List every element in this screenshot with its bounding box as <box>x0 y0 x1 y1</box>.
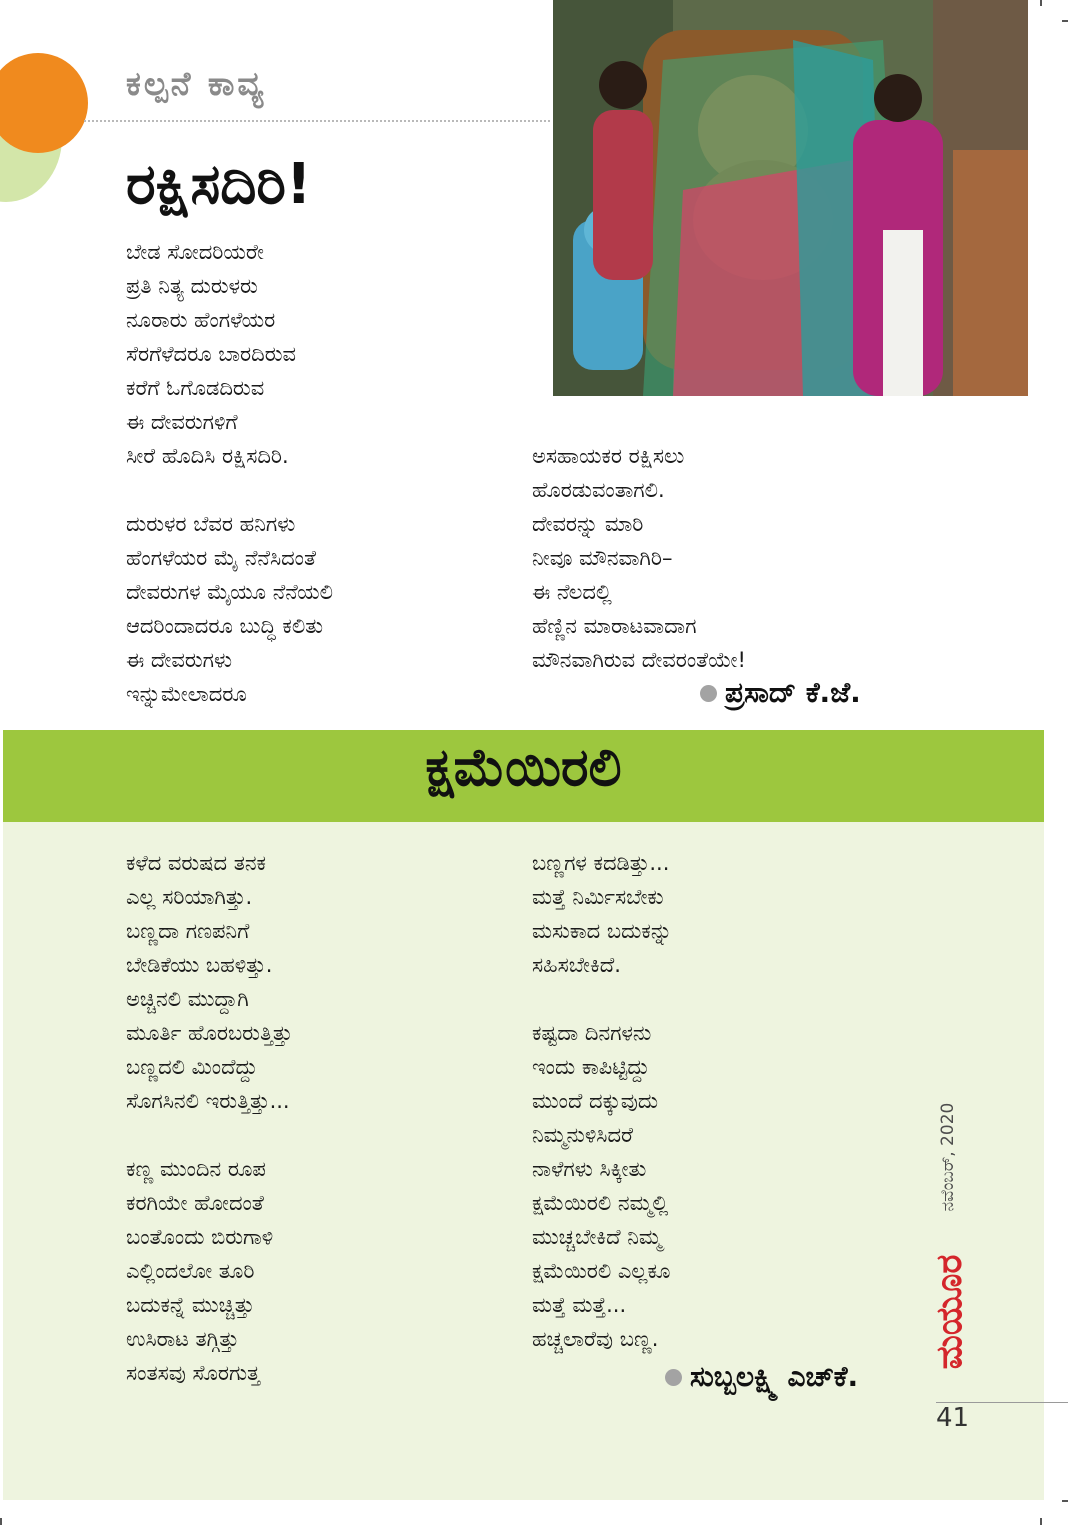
page-number: 41 <box>936 1403 970 1433</box>
poem-line: ಕರೆಗೆ ಓಗೊಡದಿರುವ <box>126 376 265 400</box>
poem-line: ಮತ್ತೆ ಮತ್ತೆ... <box>532 1293 627 1317</box>
magazine-logo <box>926 1248 974 1376</box>
poem-line: ಸೆರಗೆಳೆದರೂ ಬಾರದಿರುವ <box>126 342 296 366</box>
poem-line: ಸೀರೆ ಹೊದಿಸಿ ರಕ್ಷಿಸದಿರಿ. <box>126 444 289 468</box>
poem-line: ಆದರಿಂದಾದರೂ ಬುದ್ಧಿ ಕಲಿತು <box>126 614 324 638</box>
poem1-right-column <box>532 439 746 677</box>
poem-line: ಸೊಗಸಿನಲಿ ಇರುತ್ತಿತ್ತು... <box>126 1089 290 1113</box>
poem-line: ಕಣ್ಣ ಮುಂದಿನ ರೂಪ <box>126 1157 266 1181</box>
poem-line: ಹೆಣ್ಣಿನ ಮಾರಾಟವಾದಾಗ <box>532 614 697 638</box>
poem-line: ಈ ದೇವರುಗಳು <box>126 648 233 672</box>
stanza-gap <box>126 473 333 507</box>
poem-line: ಮತ್ತೆ ನಿರ್ಮಿಸಬೇಕು <box>532 885 664 909</box>
poem-line: ಬೇಡಿಕೆಯು ಬಹಳಿತ್ತು. <box>126 953 273 977</box>
crop-mark <box>1040 1518 1042 1525</box>
poem-line: ಬದುಕನ್ನೆ ಮುಚ್ಚಿತ್ತು <box>126 1293 255 1317</box>
poem2-right-column <box>532 846 672 1356</box>
poem-line: ಇಂದು ಕಾಪಿಟ್ಟಿದ್ದು <box>532 1055 650 1079</box>
poem-line: ಕಷ್ಟದಾ ದಿನಗಳನು <box>532 1021 652 1045</box>
poem-line: ಅಸಹಾಯಕರ ರಕ್ಷಿಸಲು <box>532 444 685 468</box>
poem-line: ಪ್ರತಿ ನಿತ್ಯ ದುರುಳರು <box>126 274 258 298</box>
poem-line: ಅಚ್ಚಿನಲಿ ಮುದ್ದಾಗಿ <box>126 987 249 1011</box>
poem-line: ಹೆಂಗಳೆಯರ ಮೈ ನೆನೆಸಿದಂತೆ <box>126 546 316 570</box>
crop-mark <box>1040 0 1042 6</box>
poem-line: ಈ ನೆಲದಲ್ಲಿ <box>532 580 612 604</box>
poem-line: ಬಣ್ಣದಲಿ ಮಿಂದೆದ್ದು <box>126 1055 258 1079</box>
issue-date-text: ನವೆಂಬರ್, 2020 <box>938 1102 958 1212</box>
poem-line: ನಿಮ್ಮನುಳಿಸಿದರೆ <box>532 1123 633 1147</box>
poem1-title: ರಕ್ಷಿಸದಿರಿ! <box>126 152 312 217</box>
decorative-orange-circle <box>0 53 88 153</box>
poem-line: ಮುಚ್ಚಬೇಕಿದೆ ನಿಮ್ಮ <box>532 1225 662 1249</box>
poem-line: ಉಸಿರಾಟ ತಗ್ಗಿತ್ತು <box>126 1327 239 1351</box>
poem-line: ಮುಂದೆ ದಕ್ಕುವುದು <box>532 1089 659 1113</box>
issue-date <box>926 1090 970 1224</box>
poem-line: ನೂರಾರು ಹೆಂಗಳೆಯರ <box>126 308 276 332</box>
poem-line: ಕರಗಿಯೇ ಹೋದಂತೆ <box>126 1191 264 1215</box>
magazine-logo-text: ಮಯೂರ <box>929 1254 970 1370</box>
crop-mark <box>1062 1500 1068 1502</box>
poem-line: ಕಳೆದ ವರುಷದ ತನಕ <box>126 851 266 875</box>
author-name: ಸುಬ್ಬಲಕ್ಷ್ಮಿ ಎಚ್‌ಕೆ. <box>690 1360 859 1393</box>
poem-line: ಕ್ಷಮೆಯಿರಲಿ ಎಲ್ಲಕೂ <box>532 1259 671 1283</box>
poem2-left-column <box>126 846 292 1390</box>
poem2-title-band <box>3 730 1044 822</box>
poem-line: ಸಹಿಸಬೇಕಿದೆ. <box>532 953 621 977</box>
poem1-author <box>700 676 861 710</box>
poem-line: ಬಣ್ಣದಾ ಗಣಪನಿಗೆ <box>126 919 250 943</box>
poem-line: ಮಸುಕಾದ ಬದುಕನ್ನು <box>532 919 673 943</box>
poem-line: ಕ್ಷಮೆಯಿರಲಿ ನಮ್ಮಲ್ಲಿ <box>532 1191 669 1215</box>
dotted-divider <box>84 120 550 122</box>
section-label: ಕಲ್ಪನೆ ಕಾವ್ಯ <box>126 64 267 103</box>
author-name: ಪ್ರಸಾದ್ ಕೆ.ಜೆ. <box>725 676 861 709</box>
poem-line: ಹೊರಡುವಂತಾಗಲಿ. <box>532 478 665 502</box>
stanza-gap <box>532 982 672 1016</box>
poem-line: ದುರುಳರ ಬೆವರ ಹನಿಗಳು <box>126 512 296 536</box>
poem-line: ದೇವರುಗಳ ಮೈಯೂ ನೆನೆಯಲಿ <box>126 580 333 604</box>
poem-line: ಹಚ್ಚಲಾರೆವು ಬಣ್ಣ. <box>532 1327 659 1351</box>
crop-mark <box>1062 20 1068 22</box>
poem-line: ಬಂತೊಂದು ಬಿರುಗಾಳಿ <box>126 1225 274 1249</box>
poem-line: ಬಣ್ಣಗಳ ಕದಡಿತ್ತು... <box>532 851 670 875</box>
poem-line: ಬೇಡ ಸೋದರಿಯರೇ <box>126 240 264 264</box>
bullet-dot <box>665 1369 682 1386</box>
stanza-gap <box>126 1118 292 1152</box>
poem-line: ಮೌನವಾಗಿರುವ ದೇವರಂತೆಯೇ! <box>532 648 746 672</box>
crop-mark <box>0 1518 2 1525</box>
saree-deity-photo <box>553 0 1028 396</box>
poem-line: ಸಂತಸವು ಸೊರಗುತ್ತ <box>126 1361 260 1385</box>
bullet-dot <box>700 685 717 702</box>
poem-line: ಇನ್ನುಮೇಲಾದರೂ <box>126 682 247 706</box>
poem2-author <box>665 1360 858 1394</box>
poem-line: ಮೂರ್ತಿ ಹೊರಬರುತ್ತಿತ್ತು <box>126 1021 293 1045</box>
poem2-title: ಕ್ಷಮೆಯಿರಲಿ <box>425 738 622 798</box>
poem-line: ಎಲ್ಲ ಸರಿಯಾಗಿತ್ತು. <box>126 885 253 909</box>
poem-line: ಎಲ್ಲಿಂದಲೋ ತೂರಿ <box>126 1259 255 1283</box>
poem-line: ನೀವೂ ಮೌನವಾಗಿರಿ– <box>532 546 673 570</box>
poem-line: ದೇವರನ್ನು ಮಾರಿ <box>532 512 644 536</box>
poem-line: ನಾಳೆಗಳು ಸಿಕ್ಕೀತು <box>532 1157 647 1181</box>
poem-line: ಈ ದೇವರುಗಳಿಗೆ <box>126 410 238 434</box>
poem1-left-column <box>126 235 333 711</box>
